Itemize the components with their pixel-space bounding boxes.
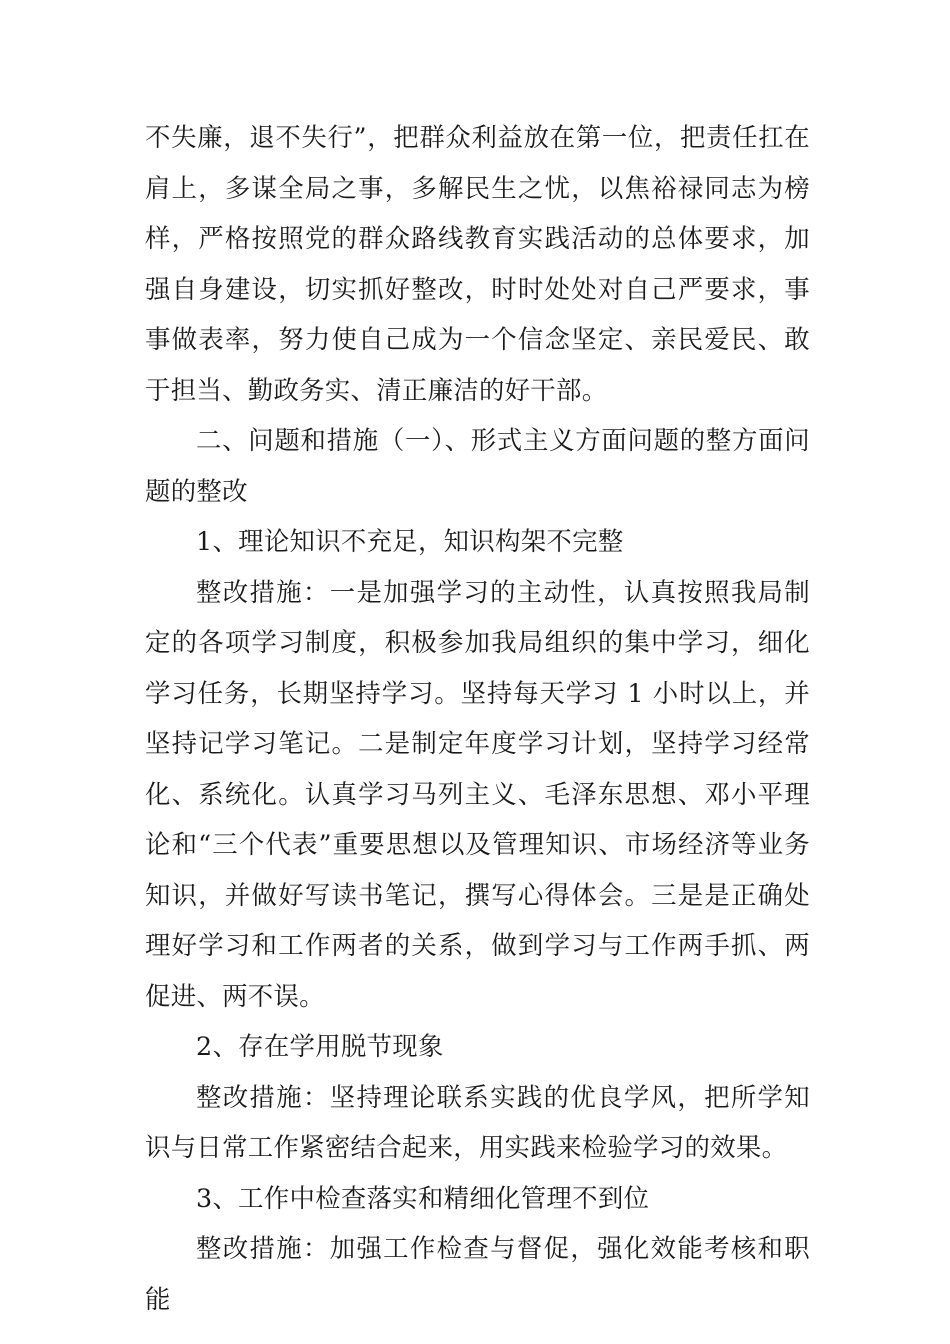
document-body — [145, 112, 810, 1324]
paragraph-issue-2: 2、存在学用脱节现象 — [196, 1031, 444, 1061]
paragraph-measure-2: 整改措施：坚持理论联系实践的优良学风，把所学知识与日常工作紧密结合起来，用实践来检验学习的效果。 — [145, 1081, 810, 1162]
paragraph-measure-1: 整改措施：一是加强学习的主动性，认真按照我局制定的各项学习制度，积极参加我局组织的集中学习，细化学习任务，长期坚持学习。坚持每天学习 1 小时以上，并坚持记学习笔记。二是制定年度学习计划，坚持学习经常化、系统化。认真学习马列主义、毛泽东思想、邓小平理论和“三个代表”重要思想以及管理知识、市场经济等业务知识，并做好写读书笔记，撰写心得体会。三是是正确处理好学习和工作两者的关系，做到学习与工作两手抓、两促进、两不误。 — [145, 576, 810, 1011]
paragraph-continuation: 不失廉，退不失行”，把群众利益放在第一位，把责任扛在肩上，多谋全局之事，多解民生之忧，以焦裕禄同志为榜样，严格按照党的群众路线教育实践活动的总体要求，加强自身建设，切实抓好整改，时时处处对自己严要求，事事做表率，努力使自己成为一个信念坚定、亲民爱民、敢于担当、勤政务实、清正廉洁的好干部。 — [145, 122, 810, 405]
paragraph-measure-3: 整改措施：加强工作检查与督促，强化效能考核和职能 — [145, 1233, 810, 1314]
paragraph-section-heading: 二、问题和措施（一）、形式主义方面问题的整方面问题的整改 — [145, 425, 810, 506]
paragraph-issue-3: 3、工作中检查落实和精细化管理不到位 — [196, 1182, 650, 1213]
paragraph-issue-1: 1、理论知识不充足，知识构架不完整 — [196, 526, 624, 556]
